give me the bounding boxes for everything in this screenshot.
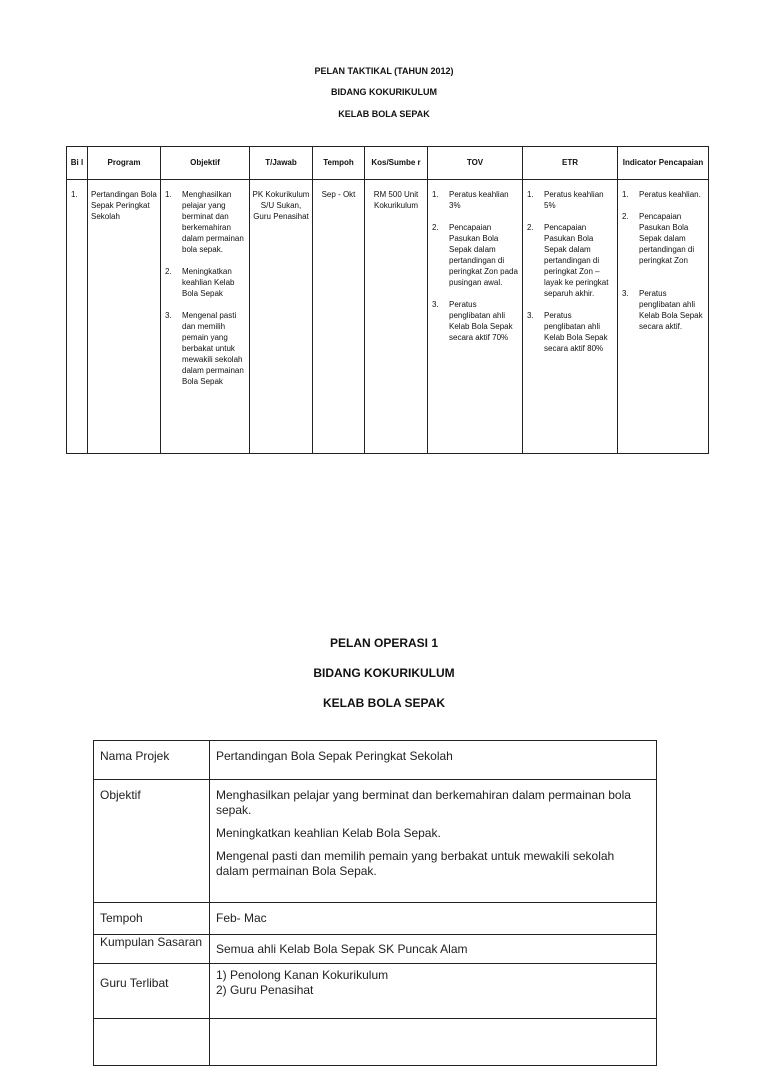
tactical-plan-club: KELAB BOLA SEPAK	[338, 109, 430, 119]
label-guru-terlibat: Guru Terlibat	[94, 964, 210, 1019]
cell-bil: 1.	[67, 180, 88, 454]
list-item: 3. Peratus penglibatan ahli Kelab Bola Sepak secara aktif 80%	[527, 311, 608, 353]
cell-etr	[523, 180, 618, 454]
operation-plan-field: BIDANG KOKURIKULUM	[313, 666, 455, 680]
operation-plan-title: PELAN OPERASI 1	[329, 636, 439, 650]
label-objektif: Objektif	[94, 780, 210, 903]
list-item: 2. Pencapaian Pasukan Bola Sepak dalam pertandingan di peringkat Zon pada pusingan awal.	[432, 223, 518, 287]
header-tjawab: T/Jawab	[250, 147, 313, 180]
table-row	[94, 903, 657, 935]
header-tempoh: Tempoh	[313, 147, 365, 180]
list-item: 3. Peratus penglibatan ahli Kelab Bola Sepak secara aktif 70%	[432, 300, 513, 342]
list-item: 2) Guru Penasihat	[216, 983, 314, 997]
cell-program: Pertandingan Bola Sepak Peringkat Sekolah	[88, 180, 161, 454]
list-item: 3. Peratus penglibatan ahli Kelab Bola Sepak secara aktif.	[622, 289, 703, 331]
header-kos: Kos/Sumbe r	[365, 147, 428, 180]
operation-plan-table	[93, 740, 657, 1066]
table-row	[94, 741, 657, 780]
header-program: Program	[88, 147, 161, 180]
table-row	[67, 180, 709, 454]
table-header-row	[67, 147, 709, 180]
label-nama-projek: Nama Projek	[94, 741, 210, 780]
tactical-plan-table	[66, 146, 709, 454]
value-nama-projek: Pertandingan Bola Sepak Peringkat Sekolah	[210, 741, 657, 780]
objective-paragraph: Meningkatkan keahlian Kelab Bola Sepak.	[216, 826, 441, 840]
list-item: 2. Pencapaian Pasukan Bola Sepak dalam pertandingan di peringkat Zon – layak ke peringkat separuh akhir.	[527, 223, 609, 298]
header-etr: ETR	[523, 147, 618, 180]
header-objektif: Objektif	[161, 147, 250, 180]
label-tempoh: Tempoh	[94, 903, 210, 935]
objective-paragraph: Menghasilkan pelajar yang berminat dan berkemahiran dalam permainan bola sepak.	[216, 788, 631, 817]
table-row	[94, 1019, 657, 1066]
empty-value-cell	[210, 1019, 657, 1066]
empty-label-cell	[94, 1019, 210, 1066]
list-item: 1) Penolong Kanan Kokurikulum	[216, 968, 389, 982]
list-item: 2. Pencapaian Pasukan Bola Sepak dalam pertandingan di peringkat Zon	[622, 212, 695, 265]
table-row	[94, 780, 657, 903]
cell-tempoh: Sep - Okt	[313, 180, 365, 454]
value-kumpulan-sasaran: Semua ahli Kelab Bola Sepak SK Puncak Alam	[210, 935, 657, 964]
header-indicator: Indicator Pencapaian	[618, 147, 709, 180]
list-item: 1. Peratus keahlian 5%	[527, 190, 604, 210]
list-item: 2. Meningkatkan keahlian Kelab Bola Sepak	[165, 267, 235, 298]
cell-objektif	[161, 180, 250, 454]
objective-paragraph: Mengenal pasti dan memilih pemain yang berbakat untuk mewakili sekolah dalam permainan Bola Sepak.	[216, 849, 615, 878]
list-item: 1. Peratus keahlian.	[622, 190, 701, 199]
operation-plan-club: KELAB BOLA SEPAK	[322, 696, 445, 710]
tactical-plan-title: PELAN TAKTIKAL (TAHUN 2012)	[314, 66, 454, 76]
cell-tov	[428, 180, 523, 454]
header-bil: Bi l	[67, 147, 88, 180]
header-tov: TOV	[428, 147, 523, 180]
label-kumpulan-sasaran: Kumpulan Sasaran	[94, 935, 210, 964]
value-tempoh: Feb- Mac	[210, 903, 657, 935]
table-row	[94, 935, 657, 964]
list-item: 1. Peratus keahlian 3%	[432, 190, 509, 210]
list-item: 3. Mengenal pasti dan memilih pemain yang berbakat untuk mewakili sekolah dalam permainan Bola Sepak	[165, 311, 244, 386]
value-objektif	[210, 780, 657, 903]
cell-tjawab: PK Kokurikulum S/U Sukan, Guru Penasihat	[250, 180, 313, 454]
value-guru-terlibat	[210, 964, 657, 1019]
cell-indicator	[618, 180, 709, 454]
cell-kos: RM 500 Unit Kokurikulum	[365, 180, 428, 454]
table-row	[94, 964, 657, 1019]
list-item: 1. Menghasilkan pelajar yang berminat dan berkemahiran dalam permainan bola sepak.	[165, 190, 244, 254]
tactical-plan-field: BIDANG KOKURIKULUM	[331, 87, 437, 97]
